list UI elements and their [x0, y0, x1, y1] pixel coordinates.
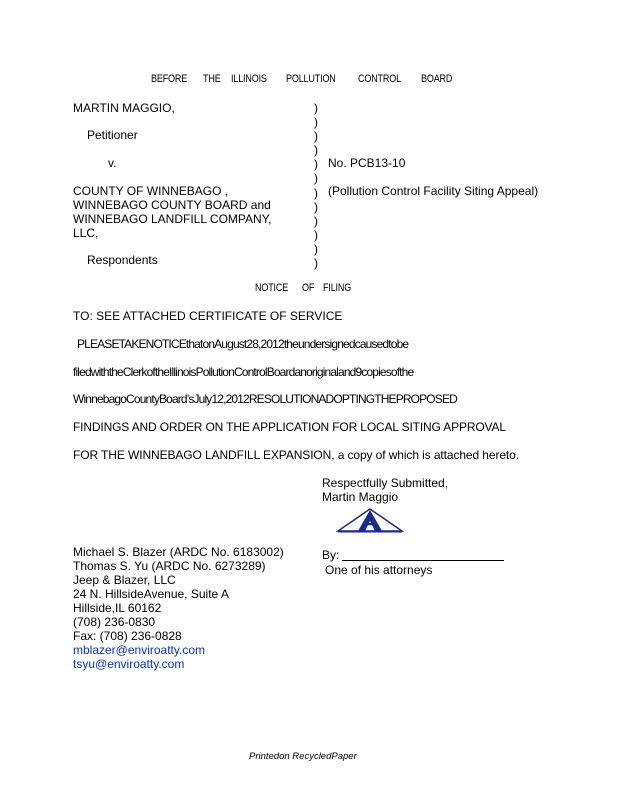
- caption-paren: ): [314, 143, 318, 158]
- caption-paren: ): [314, 241, 318, 256]
- heading-word-the: THE: [203, 73, 221, 85]
- caption-paren: ): [314, 213, 318, 228]
- footer-note: Printedon RecycledPaper: [249, 751, 357, 762]
- counsel-line-6: (708) 236-0830: [73, 615, 156, 629]
- counsel-line-2: Thomas S. Yu (ARDC No. 6273289): [73, 559, 266, 573]
- signature-name: Martin Maggio: [322, 490, 399, 504]
- counsel-line-4: 24 N. HillsideAvenue, Suite A: [73, 587, 229, 601]
- signature-closing: Respectfully Submitted,: [322, 476, 449, 490]
- caption-paren: ): [314, 115, 318, 130]
- versus-label: v.: [108, 156, 117, 170]
- respondent-line-4: LLC,: [73, 226, 99, 240]
- signature-line: [342, 560, 504, 561]
- caption-paren-column: [314, 101, 318, 270]
- heading-word-illinois: ILLINOIS: [231, 73, 267, 85]
- case-description: (Pollution Control Facility Siting Appeal): [328, 184, 539, 198]
- body-line-4: FINDINGS AND ORDER ON THE APPLICATION FOR LOCAL SITING APPROVAL: [73, 420, 506, 434]
- caption-paren: ): [314, 157, 318, 172]
- counsel-line-7: Fax: (708) 236-0828: [73, 629, 182, 643]
- respondent-line-2: WINNEBAGO COUNTY BOARD and: [73, 198, 271, 212]
- case-number: No. PCB13-10: [328, 156, 406, 170]
- heading-word-control: CONTROL: [358, 73, 401, 85]
- caption-paren: ): [314, 101, 318, 115]
- caption-paren: ): [314, 199, 318, 214]
- counsel-line-5: Hillside,IL 60162: [73, 601, 162, 615]
- petitioner-name: MARTIN MAGGIO,: [73, 101, 175, 115]
- caption-paren: ): [314, 171, 318, 186]
- body-line-3: WinnebagoCountyBoard’sJuly12,2012RESOLUTIONADOPTINGTHEPROPOSED: [73, 392, 457, 406]
- body-line-2: filedwiththeClerkoftheIllinoisPollutionControlBoardanoriginaland9copiesofthe: [73, 365, 414, 379]
- attorney-note: One of his attorneys: [325, 563, 433, 577]
- counsel-line-3: Jeep & Blazer, LLC: [73, 573, 176, 587]
- caption-paren: ): [314, 256, 318, 271]
- heading-word-board: BOARD: [421, 73, 453, 85]
- respondent-line-3: WINNEBAGO LANDFILL COMPANY,: [73, 212, 272, 226]
- petitioner-role: Petitioner: [87, 128, 138, 142]
- respondents-role: Respondents: [87, 253, 158, 267]
- notice-title-word-1: NOTICE: [255, 282, 289, 294]
- firm-logo-icon: [336, 507, 404, 533]
- counsel-line-1: Michael S. Blazer (ARDC No. 6183002): [73, 545, 284, 559]
- by-label: By:: [322, 548, 340, 562]
- caption-paren: ): [314, 185, 318, 200]
- heading-word-before: BEFORE: [151, 73, 188, 85]
- notice-title-word-2: OF: [302, 282, 315, 294]
- to-line: TO: SEE ATTACHED CERTIFICATE OF SERVICE: [73, 309, 343, 323]
- body-line-1: PLEASETAKENOTICEthatonAugust28,2012theundersignedcausedtobe: [77, 337, 409, 351]
- email-link-blazer[interactable]: mblazer@enviroatty.com: [73, 643, 205, 657]
- caption-paren: ): [314, 129, 318, 144]
- body-line-5: FOR THE WINNEBAGO LANDFILL EXPANSION, a copy of which is attached hereto.: [73, 448, 519, 462]
- respondent-line-1: COUNTY OF WINNEBAGO ,: [73, 184, 229, 198]
- caption-paren: ): [314, 227, 318, 242]
- email-link-yu[interactable]: tsyu@enviroatty.com: [73, 657, 185, 671]
- notice-title-word-3: FILING: [323, 282, 352, 294]
- heading-word-pollution: POLLUTION: [286, 73, 336, 85]
